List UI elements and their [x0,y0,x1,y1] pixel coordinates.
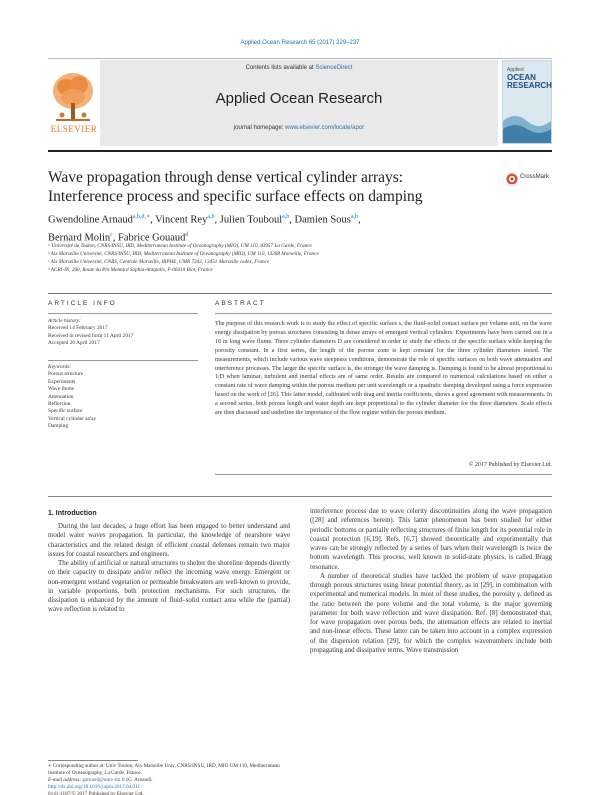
crossmark-label[interactable]: CrossMark [520,174,550,180]
keyword: Damping [48,423,69,430]
contents-available [100,65,498,71]
author-affil-sup[interactable]: d [185,231,189,238]
author-affil-sup[interactable]: a,b [350,214,359,220]
header-top-rule [48,58,552,59]
keyword: Reflection [48,401,71,408]
author-name: Fabrice Gouaud [118,232,186,243]
keyword: Experiments [48,378,76,385]
journal-cover-image [502,60,552,144]
author-affil-sup[interactable]: a,b [207,214,215,220]
abstract-rule [215,474,552,475]
abstract-text: The purpose of this research work is to study the effect of specific surface s, the fluid–solid contact surface per volume unit, on the wave energy dissipation by porous structures consisting in dense arrays of emergent vertical cylinders. Experiments have been carried out in a 10 m long wave flume. Three cylinder diameters D are considered in order to study the effects of the specific surface while keeping the porosity constant. In a first series, the length of the porous zone is kept constant for the three cylinder diameters tested. The measurements, which include various wave steepness conditions, demonstrate the role of specific surfaces on both wave attenuation and interference processes. The larger the specific surface is, the stronger the wave damping is. Damping is found to be almost proportional to 1/D when laminar, turbulent and inertial effects are of same order. Results are compared to numerical calculations based on either a constant rate of wave damping within the porous medium per unit wavelength or a quadratic damping developed using a force expression based on the work of [26]. This latter model, calibrated with drag and inertia coefficients, shows a good agreement with measurements. In a second series, both porous length and water depth are kept proportional to the cylinder diameter for the three diameters. Scale effects are then discussed and underline the importance of the flow regime within the porous medium. [215,321,552,417]
author-name: Gwendoline Arnaud [48,214,133,226]
journal-citation[interactable]: Applied Ocean Research 65 (2017) 229–237 [240,40,360,46]
paragraph: During the last decades, a huge effort has been engaged to better understand and model water waves propagation. In particular, the knowledge of nearshore wave characteristics and the related design of efficient coastal defenses remain two major issues for coastal researchers and engineers. [48,523,290,558]
author-name: Bernard Molin [48,232,111,243]
journal-header [100,60,498,146]
author-affil-sup[interactable]: c [110,231,113,238]
footnote-rule [48,760,138,761]
copyright: © 2017 Published by Elsevier Ltd. [468,462,552,468]
article-history [48,318,198,348]
homepage-link[interactable]: www.elsevier.com/locate/apor [285,125,365,131]
affiliation: ᵈ ACRI-IN, 260, Route du Pin Montard Sophia-Antipolis, F-06410 Biot, France [48,267,213,273]
contents-prefix: Contents lists available at [245,65,316,71]
article-title: Wave propagation through dense vertical cylinder arrays: Interference process and specific surface effects on damping [48,169,423,205]
cover-wave-icon [503,107,551,143]
author-affil-sup[interactable]: a,b,d,∗ [132,214,151,220]
affiliation: ᶜ Aix Marseille Université, CNRS, Centrale Marseille, IRPHE, UMR 7342, 13451 Marseille cedex, France [48,259,270,265]
section-rule [48,496,552,497]
section-rule [48,293,552,294]
homepage-prefix: journal homepage: [233,125,286,131]
email-link[interactable]: garnaud@univ-tln.fr [82,777,126,783]
keyword: Wave flume [48,386,75,393]
affiliations [48,242,528,274]
affiliation: ᵇ Aix Marseille Université, CNRS/INSU, IRD, Mediterranean Institute of Oceanography (MIO), UM 110, 13288 Marseille, France [48,251,319,257]
publisher-logo-text: ELSEVIER [50,124,98,134]
paragraph: The ability of artificial or natural structures to shelter the shoreline depends directly on their capacity to dissipate and/or reflect the incoming wave energy. Emergent or non-emergent wetland vegetation or permeable breakwaters are well-known to provide, in variable proportions, both protection mechanisms. For such structures, the dissipation is enhanced by the amount of fluid–solid contact area while the (partial) wave reflection is related to [48,560,290,614]
journal-title: Applied Ocean Research [215,90,383,107]
author-affil-sup[interactable]: a,b [282,214,290,220]
issn-line: 0141-1187/© 2017 Published by Elsevier Ltd. [48,791,144,795]
section-heading-introduction: 1. Introduction [48,510,97,517]
history-received: Received 14 February 2017 [48,325,108,332]
abstract-rule [215,313,552,314]
affiliation: ᵃ Université de Toulon, CNRS/INSU, IRD, Mediterranean Institute of Oceanography (MIO), UM 110, 83957 La Garde, France [48,243,312,249]
article-info-heading: ARTICLE INFO [48,300,117,307]
footnote [48,763,290,795]
history-accepted: Accepted 20 April 2017 [48,340,100,347]
journal-homepage [100,125,498,131]
header-bottom-rule [48,150,552,152]
cover-title: OCEAN RESEARCH [507,73,552,90]
paragraph: interference process due to wave celerity discontinuities along the wave propagation ([28] and references herein). This latter phenomenon has been studied for either periodic bottoms or partially reflecting structures of finite length for its potential role in coastal protection [6,19]. Refs. [6,7] showed theoretically and experimentally that waves can be strongly reflected by a series of bars when their wavelength is twice the bottom wavelength. This process, well known in solid-state physics, is called Bragg resonance. [310,508,552,571]
email-suffix: (G. Arnaud). [125,777,153,783]
abstract-heading: ABSTRACT [215,300,266,307]
author-name: Vincent Rey [155,214,208,226]
body-column-right [310,507,552,655]
keywords-label: Keywords: [48,364,72,370]
author-name: Julien Touboul [219,214,283,226]
keywords-block [48,364,198,431]
paragraph: A number of theoretical studies have tackled the problem of wave propagation through porous structures using linear potential theory, as in [29], in combination with experimental and numerical models. In most of these studies, the porosity γ, defined as the ratio between the pore volume and the total volume, is the major governing parameter for both wave reflection and wave dissipation. Ref. [8] demonstrated that, for wave propagation over porous beds, the attenuation effects are related to inertial and non-linear effects. These latter can be taken into account in a complex expression of the dispersion relation [29], for which the complex wavenumbers include both propagating and dissipative terms. Wave transmission [310,572,552,654]
sciencedirect-link[interactable]: ScienceDirect [315,65,353,71]
cover-small-text: Applied [507,67,524,73]
keyword: Porous structure [48,371,84,378]
author-name: Damien Sous [294,214,351,226]
body-column-left [48,522,290,615]
keyword: Specific surface [48,408,83,415]
doi-link[interactable]: http://dx.doi.org/10.1016/j.apor.2017.04.011 [48,784,141,790]
email-label: E-mail address: [48,777,83,783]
history-label: Article history: [48,318,81,324]
keyword: Attenuation [48,393,74,400]
history-revised: Received in revised form 11 April 2017 [48,332,134,339]
keyword: Vertical cylinder array [48,415,97,422]
elsevier-tree-logo-icon [48,60,98,134]
author-list: Gwendoline Arnaud$^{a,b,d,∗}$, Vincent Rey$^{a,b}$, Julien Touboul$^{a,b}$, Damien Sous$^{a,b}$, Bernard Molin$^c$, Fabrice Gouaud$^d$ [48,214,361,243]
email-line [48,777,290,784]
article-info-rule [48,313,198,314]
article-info-rule [48,360,198,361]
corresponding-author-note: ∗ Corresponding author at: Univ Toulon, Aix Marseille Univ, CNRS/INSU, IRD, MIO UM 110, Mediterranean Institute of Oceanography, La Garde, France. [48,763,280,776]
